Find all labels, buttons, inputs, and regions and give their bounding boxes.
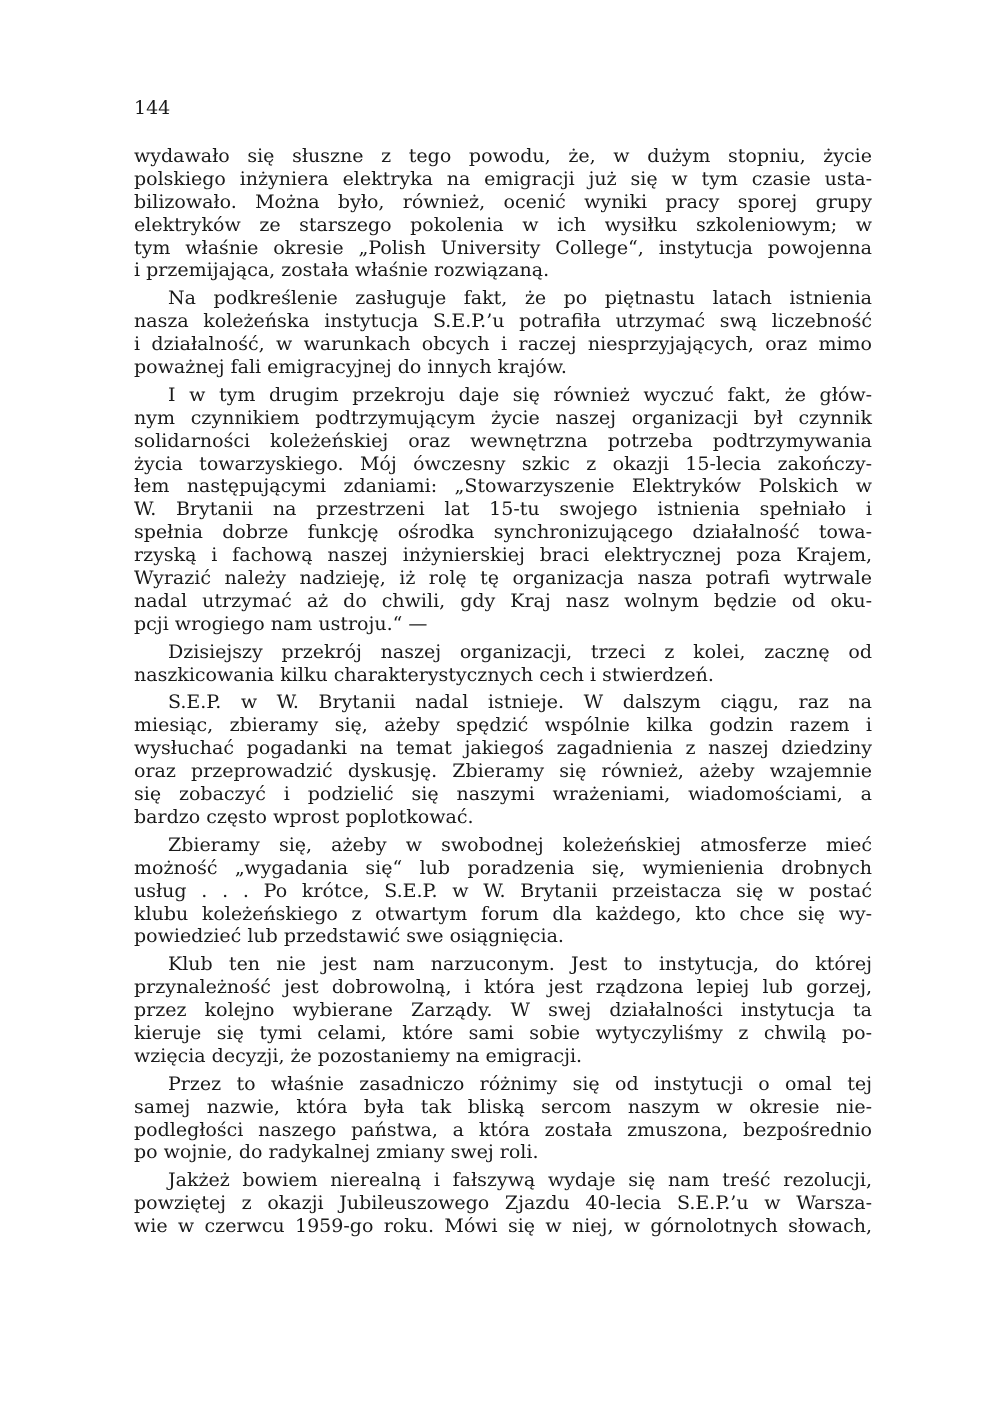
text-line: przynależność jest dobrowolną, i która jest rządzona lepiej lub gorzej, [134,976,872,999]
text-line: Dzisiejszy przekrój naszej organizacji, trzeci z kolei, zacznę od [168,640,872,663]
text-line: Na podkreślenie zasługuje fakt, że po piętnastu latach istnienia [168,287,872,310]
text-line: poważnej fali emigracyjnej do innych krajów. [134,356,567,379]
paragraph [134,287,872,379]
paragraph [134,145,872,282]
text-line: i działalność, w warunkach obcych i raczej niesprzyjających, oraz mimo [134,333,872,356]
text-line: polskiego inżyniera elektryka na emigracji już się w tym czasie usta- [134,167,872,190]
text-line: po wojnie, do radykalnej zmiany swej roli. [134,1141,539,1164]
text-line: Wyrazić należy nadzieję, iż rolę tę organizacja nasza potrafi wytrwale [134,567,872,590]
text-line: Zbieramy się, ażeby w swobodnej koleżeńskiej atmosferze mieć [168,833,872,856]
text-line: łem następującymi zdaniami: „Stowarzyszenie Elektryków Polskich w [134,475,872,498]
text-line: spełnia dobrze funkcję ośrodka synchronizującego działalność towa- [134,521,872,544]
text-line: Przez to właśnie zasadniczo różnimy się od instytucji o omal tej [168,1072,872,1095]
paragraph [134,691,872,828]
text-line: I w tym drugim przekroju daje się również wyczuć fakt, że głów- [168,383,872,406]
text-line: możność „wygadania się“ lub poradzenia się, wymienienia drobnych [134,856,872,879]
text-line: wzięcia decyzji, że pozostaniemy na emigracji. [134,1044,583,1067]
paragraph [134,834,872,948]
text-line: Jakżeż bowiem nierealną i fałszywą wydaje się nam treść rezolucji, [168,1169,872,1192]
paragraph [134,641,872,687]
text-line: klubu koleżeńskiego z otwartym forum dla każdego, kto chce się wy- [134,902,872,925]
text-line: miesiąc, zbieramy się, ażeby spędzić wspólnie kilka godzin razem i [134,714,872,737]
text-line: rzyską i fachową naszej inżynierskiej braci elektrycznej poza Krajem, [134,544,872,567]
text-line: podległości naszego państwa, a która została zmuszona, bezpośrednio [134,1118,872,1141]
text-line: wysłuchać pogadanki na temat jakiegoś zagadnienia z naszej dziedziny [134,737,872,760]
paragraph [134,1169,872,1238]
text-line: elektryków ze starszego pokolenia w ich wysiłku szkoleniowym; w [134,213,872,236]
text-line: powziętej z okazji Jubileuszowego Zjazdu 40-lecia S.E.P.’u w Warsza- [134,1192,872,1215]
text-line: usług . . . Po krótce, S.E.P. w W. Brytanii przeistacza się w postać [134,879,872,902]
text-line: solidarności koleżeńskiej oraz wewnętrzna potrzeba podtrzymywania [134,429,872,452]
page-number: 144 [134,97,171,119]
text-line: powiedzieć lub przedstawić swe osiągnięcia. [134,925,564,948]
text-line: oraz przeprowadzić dyskusję. Zbieramy się również, ażeby wzajemnie [134,760,872,783]
paragraph [134,953,872,1067]
text-line: przez kolejno wybierane Zarządy. W swej działalności instytucja ta [134,999,872,1022]
text-line: samej nazwie, która była tak bliską sercom naszym w okresie nie- [134,1095,872,1118]
paragraph [134,1073,872,1165]
text-line: Klub ten nie jest nam narzuconym. Jest to instytucja, do której [168,953,872,976]
text-line: W. Brytanii na przestrzeni lat 15-tu swojego istnienia spełniało i [134,498,872,521]
paragraph [134,384,872,636]
text-line: nasza koleżeńska instytucja S.E.P.’u potrafiła utrzymać swą liczebność [134,310,872,333]
text-line: wie w czerwcu 1959-go roku. Mówi się w niej, w górnolotnych słowach, [134,1215,872,1238]
text-line: życia towarzyskiego. Mój ówczesny szkic z okazji 15-lecia zakończy- [134,452,872,475]
text-line: tym właśnie okresie „Polish University College“, instytucja powojenna [134,236,872,259]
text-line: bardzo często wprost poplotkować. [134,805,474,828]
text-line: wydawało się słuszne z tego powodu, że, w dużym stopniu, życie [134,145,872,167]
text-line: nym czynnikiem podtrzymującym życie naszej organizacji był czynnik [134,406,872,429]
text-line: nadal utrzymać aż do chwili, gdy Kraj nasz wolnym będzie od oku- [134,589,872,612]
body-text [134,145,872,1238]
text-line: i przemijająca, została właśnie rozwiązaną. [134,259,550,282]
text-line: się zobaczyć i podzielić się naszymi wrażeniami, wiadomościami, a [134,783,872,806]
text-line: kieruje się tymi celami, które sami sobie wytyczyliśmy z chwilą po- [134,1021,872,1044]
text-line: bilizowało. Można było, również, ocenić wyniki pracy sporej grupy [134,190,872,213]
text-line: S.E.P. w W. Brytanii nadal istnieje. W dalszym ciągu, raz na [168,691,872,714]
text-line: pcji wrogiego nam ustroju.“ — [134,612,428,635]
text-line: naszkicowania kilku charakterystycznych cech i stwierdzeń. [134,663,714,686]
